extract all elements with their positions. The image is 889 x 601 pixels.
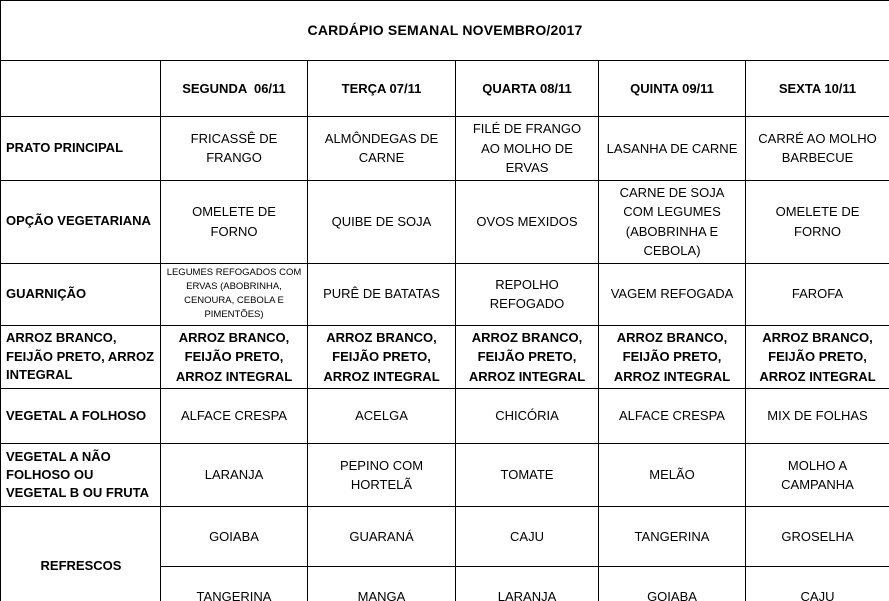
- menu-cell: OMELETE DE FORNO: [161, 180, 308, 263]
- menu-cell: MELÃO: [599, 444, 746, 507]
- menu-cell: GOIABA: [599, 567, 746, 601]
- day-header-quinta: QUINTA 09/11: [599, 61, 746, 117]
- menu-cell: FILÉ DE FRANGO AO MOLHO DE ERVAS: [456, 117, 599, 181]
- menu-cell: ARROZ BRANCO, FEIJÃO PRETO, ARROZ INTEGRAL: [456, 325, 599, 389]
- row-label-arroz-feijao: ARROZ BRANCO, FEIJÃO PRETO, ARROZ INTEGRAL: [1, 325, 161, 389]
- table-row-prato-principal: [1, 117, 889, 181]
- day-header-quarta: QUARTA 08/11: [456, 61, 599, 117]
- menu-cell: ARROZ BRANCO, FEIJÃO PRETO, ARROZ INTEGRAL: [746, 325, 889, 389]
- menu-cell: ACELGA: [308, 389, 456, 444]
- menu-cell: ARROZ BRANCO, FEIJÃO PRETO, ARROZ INTEGRAL: [308, 325, 456, 389]
- menu-cell: ARROZ BRANCO, FEIJÃO PRETO, ARROZ INTEGRAL: [161, 325, 308, 389]
- menu-cell: LARANJA: [161, 444, 308, 507]
- header-row: [1, 61, 889, 117]
- menu-cell: CARRÉ AO MOLHO BARBECUE: [746, 117, 889, 181]
- menu-cell: OVOS MEXIDOS: [456, 180, 599, 263]
- day-header-terca: TERÇA 07/11: [308, 61, 456, 117]
- menu-cell: MOLHO A CAMPANHA: [746, 444, 889, 507]
- table-row-refrescos-1: [1, 507, 889, 567]
- menu-cell: ALFACE CRESPA: [599, 389, 746, 444]
- title-row: [1, 1, 889, 61]
- menu-cell: ALMÔNDEGAS DE CARNE: [308, 117, 456, 181]
- menu-cell: LEGUMES REFOGADOS COM ERVAS (ABOBRINHA, CENOURA, CEBOLA E PIMENTÕES): [161, 263, 308, 325]
- row-label-vegetal-nao-folhoso: VEGETAL A NÃO FOLHOSO OU VEGETAL B OU FRUTA: [1, 444, 161, 507]
- table-row-vegetal-nao-folhoso: [1, 444, 889, 507]
- menu-cell: TANGERINA: [599, 507, 746, 567]
- menu-cell: QUIBE DE SOJA: [308, 180, 456, 263]
- row-label-guarnicao: GUARNIÇÃO: [1, 263, 161, 325]
- menu-cell: GUARANÁ: [308, 507, 456, 567]
- menu-cell: OMELETE DE FORNO: [746, 180, 889, 263]
- menu-cell: GOIABA: [161, 507, 308, 567]
- page-title: CARDÁPIO SEMANAL NOVEMBRO/2017: [1, 1, 889, 61]
- menu-cell: FRICASSÊ DE FRANGO: [161, 117, 308, 181]
- menu-cell: LARANJA: [456, 567, 599, 601]
- menu-cell: VAGEM REFOGADA: [599, 263, 746, 325]
- menu-cell: CAJU: [456, 507, 599, 567]
- row-label-refrescos: REFRESCOS: [1, 507, 161, 601]
- menu-cell: MANGA: [308, 567, 456, 601]
- day-header-sexta: SEXTA 10/11: [746, 61, 889, 117]
- day-header-segunda: SEGUNDA 06/11: [161, 61, 308, 117]
- menu-cell: TANGERINA: [161, 567, 308, 601]
- menu-cell: PEPINO COM HORTELÃ: [308, 444, 456, 507]
- menu-cell: CARNE DE SOJA COM LEGUMES (ABOBRINHA E CEBOLA): [599, 180, 746, 263]
- menu-cell: ARROZ BRANCO, FEIJÃO PRETO, ARROZ INTEGRAL: [599, 325, 746, 389]
- empty-corner-cell: [1, 61, 161, 117]
- menu-cell: CHICÓRIA: [456, 389, 599, 444]
- table-row-arroz-feijao: [1, 325, 889, 389]
- row-label-prato-principal: PRATO PRINCIPAL: [1, 117, 161, 181]
- menu-cell: GROSELHA: [746, 507, 889, 567]
- menu-cell: LASANHA DE CARNE: [599, 117, 746, 181]
- menu-cell: CAJU: [746, 567, 889, 601]
- row-label-vegetal-folhoso: VEGETAL A FOLHOSO: [1, 389, 161, 444]
- row-label-opcao-vegetariana: OPÇÃO VEGETARIANA: [1, 180, 161, 263]
- menu-cell: REPOLHO REFOGADO: [456, 263, 599, 325]
- menu-cell: PURÊ DE BATATAS: [308, 263, 456, 325]
- menu-cell: TOMATE: [456, 444, 599, 507]
- table-row-guarnicao: [1, 263, 889, 325]
- menu-cell: MIX DE FOLHAS: [746, 389, 889, 444]
- menu-cell: ALFACE CRESPA: [161, 389, 308, 444]
- menu-cell: FAROFA: [746, 263, 889, 325]
- table-row-opcao-vegetariana: [1, 180, 889, 263]
- table-row-vegetal-folhoso: [1, 389, 889, 444]
